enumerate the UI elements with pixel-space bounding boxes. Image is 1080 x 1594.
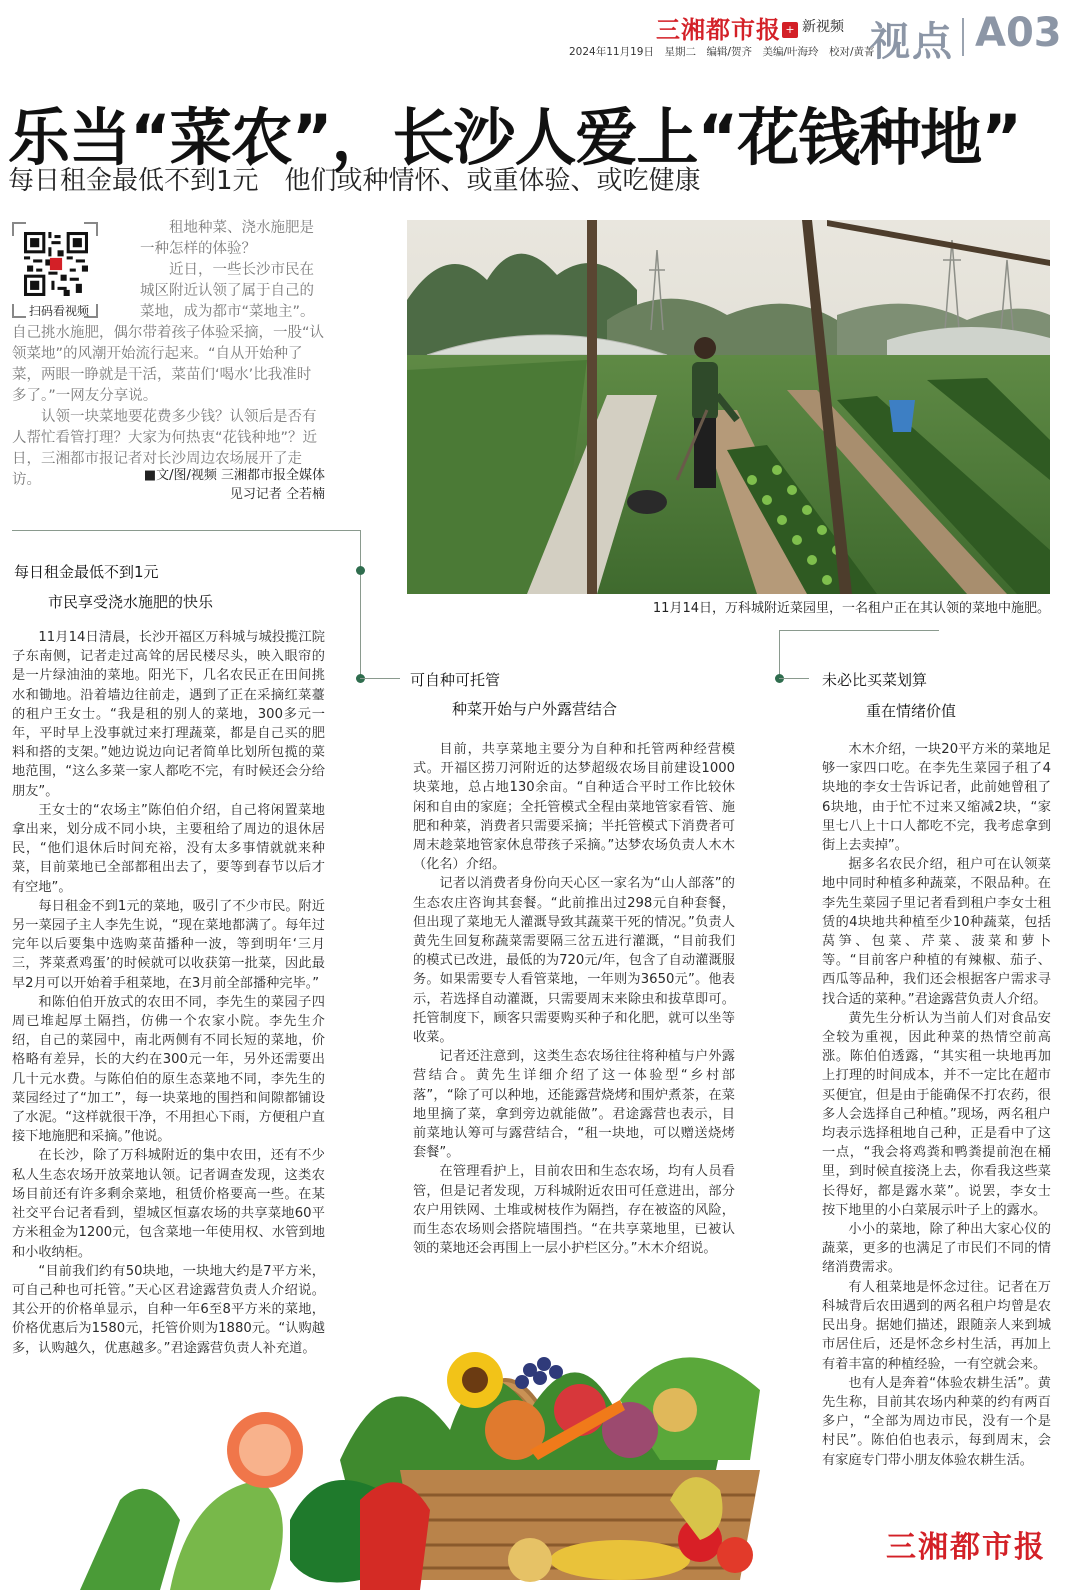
paragraph: 目前，共享菜地主要分为自种和托管两种经营模式。开福区捞刀河附近的达梦超级农场目前建设1000块菜地，总占地130余亩。“自种适合平时工作比较休闲和自由的家庭；全托管模式全程由菜地管家看管、施肥和种菜，消费者只需要采摘；半托管模式下消费者可周末趁菜地管家休息带孩子采摘。”达梦农场负责人木木（化名）介绍。 [413,742,735,873]
section-dot [356,566,365,575]
section-3-subhead: 重在情绪价值 [866,702,957,720]
paragraph: 记者以消费者身份向天心区一家名为“山人部落”的生态农庄咨询其套餐。“此前推出过298元自种套餐，但出现了菜地无人灌溉导致其蔬菜干死的情况。”负责人黄先生回复称蔬菜需要隔三岔五进行灌溉，“目前我们的模式已改进，最低的为720元/年，包含了自动灌溉服务。如果需要专人看管菜地，一年则为3650元”。他表示，若选择自动灌溉，只需要周末来除虫和拔草即可。托管制度下，顾客只需要购买种子和化肥，就可以坐等收菜。 [413,876,735,1046]
paragraph: 有人租菜地是怀念过往。记者在万科城背后农田遇到的两名租户均曾是农民出身。据她们描述，跟随亲人来到城市居住后，还是怀念乡村生活，再加上有着丰富的种植经验，一有空就会来。 [822,1279,1051,1372]
paragraph: 据多名农民介绍，租户可在认领菜地中同时种植多种蔬菜，不限品种。在李先生菜园子里记者看到租户李女士租赁的4块地共种植至少10种蔬菜，包括莴笋、包菜、芹菜、菠菜和萝卜等。“目前客户种植的有辣椒、茄子、西瓜等品种，我们还会根据客户需求寻找合适的菜种。”君途露营负责人介绍。 [822,857,1051,1007]
paragraph: 每日租金不到1元的菜地，吸引了不少市民。附近另一菜园子主人李先生说，“现在菜地都满了。每年过完年以后要集中选购菜苗播种一波，等到明年‘三月三，荠菜煮鸡蛋’的时候就可以收获第一批菜，因此最早2月可以开始着手租菜地，在3月前全部播种完毕。” [12,898,325,991]
section-rule [779,630,939,631]
section-2-subhead: 种菜开始与户外露营结合 [452,700,618,718]
farm-photo-illustration [407,220,1050,594]
qr-label: 扫码看视频 [28,304,89,318]
paragraph: 在长沙，除了万科城附近的集中农田，还有不少私人生态农场开放菜地认领。记者调查发现，这类农场目前还有许多剩余菜地，租赁价格要高一些。在某社交平台记者看到，望城区恒嘉农场的共享菜地60平方米租金为1200元，包含菜地一年使用权、水管到地和小收纳柜。 [12,1148,325,1260]
intro [12,218,325,491]
section-3-body [822,740,1051,1470]
section-rule [360,575,361,679]
intro-paragraph: 租地种菜、浇水施肥是一种怎样的体验？ [140,220,314,257]
issue-info: 2024年11月19日 星期二 编辑/贺齐 美编/叶海玲 校对/黄菁 [569,46,875,58]
farm-photo [407,220,1050,594]
photo-caption: 11月14日，万科城附近菜园里，一名租户正在其认领的菜地中施肥。 [652,601,1050,616]
paragraph: 也有人是奔着“体验农耕生活”。黄先生称，目前其农场内种菜的约有两百多户，“全部为周边市民，没有一个是村民”。陈伯伯也表示，每到周末，会有家庭专门带小朋友体验农耕生活。 [822,1375,1051,1468]
paragraph: 记者还注意到，这类生态农场往往将种植与户外露营结合。黄先生详细介绍了这一体验型“乡村部落”，“除了可以种地，还能露营烧烤和围炉煮茶，在菜地里摘了菜，拿到旁边就能做”。君途露营也表示，目前菜地认筹可与露营结合，“租一块地，可以赠送烧烤套餐”。 [413,1049,735,1161]
qr-float-spacer [12,218,140,322]
newspaper-logo: 三湘都市报 [656,16,781,44]
paragraph: 在管理看护上，目前农田和生态农场，均有人员看管，但是记者发现，万科城附近农田可任意进出，部分农户用铁网、土堆或树枝作为隔挡，存在被盗的风险，而生态农场则会搭院墙围挡。“在共享菜地里，已被认领的菜地还会再围上一层小护栏区分。”木木介绍说。 [413,1164,735,1257]
section-3-head: 未必比买菜划算 [822,671,928,689]
page-number: A03 [975,10,1062,56]
subheadline: 每日租金最低不到1元 他们或种情怀、或重体验、或吃健康 [8,166,701,196]
video-brand-label: 新视频 [802,19,844,35]
masthead-divider [962,18,964,56]
section-2-body [413,740,735,1258]
paragraph: “目前我们约有50块地，一块地大约是7平方米，可自己种也可托管。”天心区君途露营负责人介绍说。其公开的价格单显示，自种一年6至8平方米的菜地，价格优惠后为1580元，托管价则为1880元。“认购越多，认购越久，优惠越多。”君途露营负责人补充道。 [12,1263,325,1356]
byline [12,466,325,504]
basket-icon [60,1260,800,1590]
section-rule [360,678,400,679]
byline-line: 见习记者 仝若楠 [229,487,325,502]
paragraph: 和陈伯伯开放式的农田不同，李先生的菜园子四周已堆起厚土隔挡，仿佛一个农家小院。李先生介绍，自己的菜园中，南北两侧有不同长短的菜地，价格略有差异，长的大约在300元一年，另外还需要出几十元水费。与陈伯伯的原生态菜地不同，李先生的菜园经过了“加工”，每一块菜地的围挡和间隙都铺设了水泥。“这样就很干净，不用担心下雨，方便租户直接下地施肥和采摘。”他说。 [12,994,325,1145]
headline: 乐当“菜农”，长沙人爱上“花钱种地” [8,101,1021,174]
paragraph: 黄先生分析认为当前人们对食品安全较为重视，因此种菜的热情空前高涨。陈伯伯透露，“其实租一块地再加上打理的时间成本，并不一定比在超市买便宜，但是由于能确保不打农药，很多人会选择自己种植。”现场，两名租户均表示选择租地自己种，正是看中了这一点，“我会将鸡粪和鸭粪提前泡在桶里，到时候直接浇上去，你看我这些菜长得好，都是露水菜”。说罢，李女士按下地里的小白菜展示叶子上的露水。 [822,1010,1051,1218]
paragraph: 11月14日清晨，长沙开福区万科城与城投揽江院子东南侧，记者走过高耸的居民楼尽头，映入眼帘的是一片绿油油的菜地。阳光下，几名农民正在田间挑水和锄地。沿着墙边往前走，遇到了正在采摘红菜薹的租户王女士。“我是租的别人的菜地，300多元一年，平时早上没事就过来打理蔬菜，都是自己买的肥料和搭的支架。”她边说边向记者简单比划所包揽的菜地范围，“这么多菜一家人都吃不完，有时候还会分给朋友”。 [12,630,325,799]
paragraph: 王女士的“农场主”陈伯伯介绍，自己将闲置菜地拿出来，划分成不同小块，主要租给了周边的退休居民，“他们退休后时间充裕，没有太多事情就就来种菜，目前菜地已全部都租出去了，要等到春节以后才有空地”。 [12,802,325,895]
paragraph: 小小的菜地，除了种出大家心仪的蔬菜，更多的也满足了市民们不同的情绪消费需求。 [822,1222,1051,1276]
section-1-head: 每日租金最低不到1元 [14,563,159,581]
section-rule [779,630,780,676]
section-rule [360,530,361,571]
intro-paragraph: 近日，一些长沙市民在城区附近认领了属于自己的菜地，成为都市“菜地主”。自己挑水施肥，偶尔带着孩子体验采摘，一股“认领菜地”的风潮开始流行起来。“自从开始种了菜，两眼一睁就是干活，菜苗们‘喝水’比我准时多了。”一网友分享说。 [12,262,325,404]
video-icon: + [782,22,798,38]
vegetable-basket-illustration [60,1260,800,1590]
section-name: 视点 [870,19,954,65]
intro-paragraph: 认领一块菜地要花费多少钱？认领后是否有人帮忙看管打理？大家为何热衷“花钱种地”？近日，三湘都市报记者对长沙周边农场展开了走访。 [12,409,318,488]
section-rule [779,678,809,679]
section-1-subhead: 市民享受浇水施肥的快乐 [48,593,214,611]
section-1-body [12,628,325,1358]
video-brand [782,16,844,38]
section-rule [12,530,360,531]
paragraph: 木木介绍，一块20平方米的菜地足够一家四口吃。在李先生菜园子租了4块地的李女士告诉记者，此前她曾租了6块地，由于忙不过来又缩减2块，“家里七八上十口人都吃不完，我考虑拿到街上去卖掉”。 [822,742,1051,854]
section-2-head: 可自种可托管 [410,671,501,689]
byline-line: ■文/图/视频 三湘都市报全媒体 [143,468,325,483]
footer-newspaper-logo: 三湘都市报 [886,1530,1046,1565]
